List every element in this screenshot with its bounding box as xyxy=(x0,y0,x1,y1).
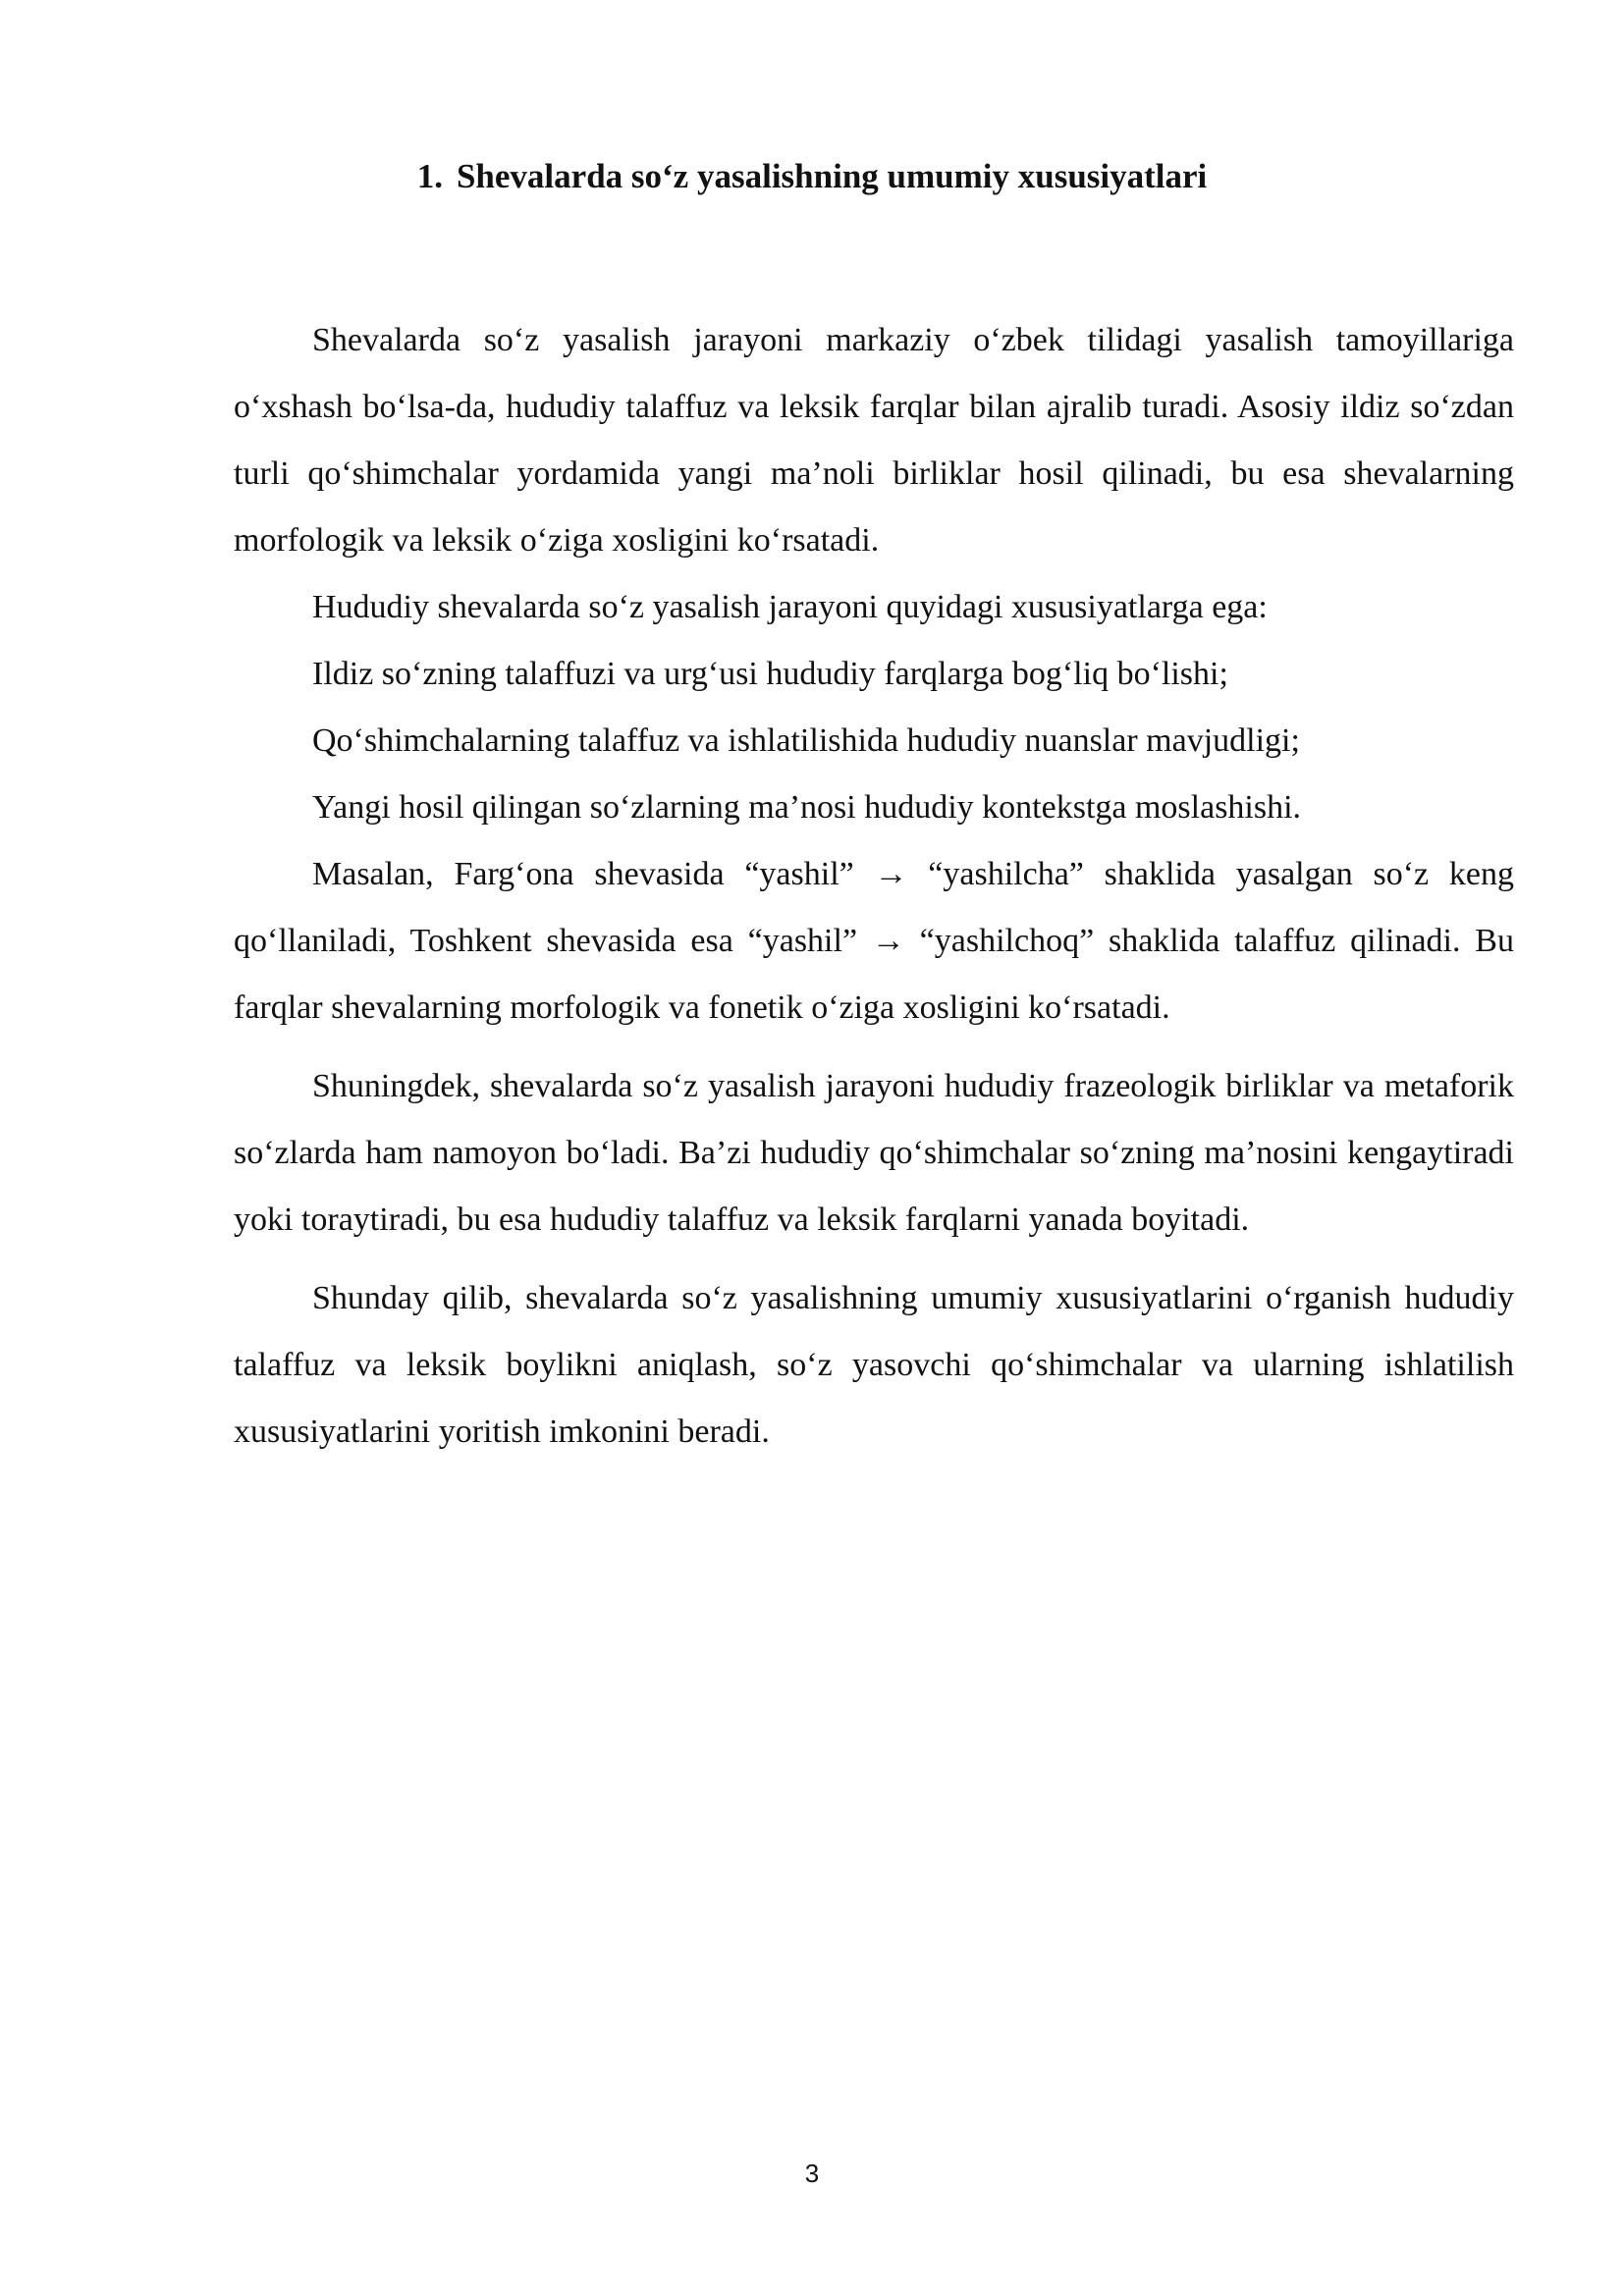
page-number: 3 xyxy=(804,2159,820,2188)
paragraph-example: Masalan, Farg‘ona shevasida “yashil” → “yashilcha” shaklida yasalgan so‘z keng qo‘llaniladi, Toshkent shevasida esa “yashil” → “yashilchoq” shaklida talaffuz qilinadi. Bu farqlar shevalarning morfologik va fonetik o‘ziga xosligini ko‘rsatadi. xyxy=(234,856,1514,1026)
section-number: 1. xyxy=(416,157,443,195)
paragraph-feature-meaning: Yangi hosil qilingan so‘zlarning ma’nosi hududiy kontekstga moslashishi. xyxy=(312,789,1302,826)
body-text xyxy=(234,307,1514,1466)
paragraph-conclusion: Shunday qilib, shevalarda so‘z yasalishning umumiy xususiyatlarini o‘rganish hududiy talaffuz va leksik boylikni aniqlash, so‘z yasovchi qo‘shimchalar va ularning ishlatilish xususiyatlarini yoritish imkonini beradi. xyxy=(234,1280,1514,1450)
paragraph-intro: Shevalarda so‘z yasalish jarayoni markaziy o‘zbek tilidagi yasalish tamoyillariga o‘xshash bo‘lsa-da, hududiy talaffuz va leksik farqlar bilan ajralib turadi. Asosiy ildiz so‘zdan turli qo‘shimchalar yordamida yangi ma’noli birliklar hosil qilinadi, bu esa shevalarning morfologik va leksik o‘ziga xosligini ko‘rsatadi. xyxy=(234,322,1514,559)
paragraph-features-lead: Hududiy shevalarda so‘z yasalish jarayoni quyidagi xususiyatlarga ega: xyxy=(312,589,1268,625)
paragraph-feature-suffix: Qo‘shimchalarning talaffuz va ishlatilishida hududiy nuanslar mavjudligi; xyxy=(312,722,1300,759)
section-title: Shevalarda so‘z yasalishning umumiy xususiyatlari xyxy=(456,157,1208,195)
section-heading xyxy=(0,153,1624,200)
paragraph-feature-root: Ildiz so‘zning talaffuzi va urg‘usi hududiy farqlarga bog‘liq bo‘lishi; xyxy=(312,656,1228,692)
paragraph-phraseology: Shuningdek, shevalarda so‘z yasalish jarayoni hududiy frazeologik birliklar va metaforik so‘zlarda ham namoyon bo‘ladi. Ba’zi hududiy qo‘shimchalar so‘zning ma’nosini kengaytiradi yoki toraytiradi, bu esa hududiy talaffuz va leksik farqlarni yanada boyitadi. xyxy=(234,1068,1514,1238)
